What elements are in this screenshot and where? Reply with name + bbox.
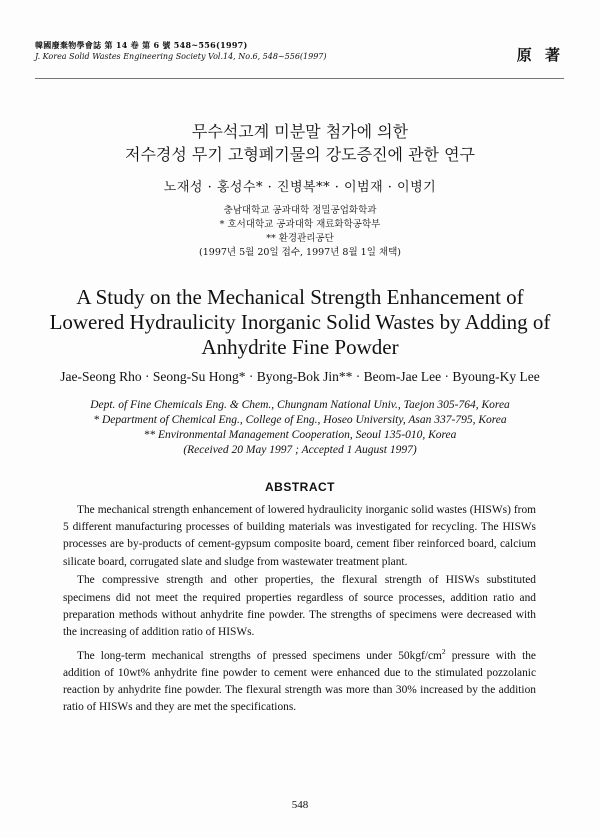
english-affiliations	[0, 398, 600, 458]
journal-citation-korean: 韓國廢棄物學會誌 第 14 卷 第 6 號 548~556(1997)	[35, 40, 248, 50]
abstract-paragraph	[63, 643, 536, 717]
journal-header	[35, 40, 327, 62]
english-title-line: A Study on the Mechanical Strength Enhancement of	[76, 285, 524, 309]
superscript: 2	[441, 646, 446, 656]
journal-citation-english: J. Korea Solid Wastes Engineering Society Vol.14, No.6, 548~556(1997)	[35, 52, 327, 61]
article-type-label: 原 著	[516, 46, 564, 64]
korean-title-line: 무수석고계 미분말 첨가에 의한	[191, 122, 409, 141]
korean-affiliation-line: 충남대학교 공과대학 정밀공업화학과	[223, 205, 377, 216]
page-number: 548	[291, 799, 309, 811]
english-title-line: Anhydrite Fine Powder	[201, 335, 399, 359]
english-authors: Jae-Seong Rho · Seong-Su Hong* · Byong-Bok Jin** · Beom-Jae Lee · Byoung-Ky Lee	[60, 369, 540, 384]
abstract-body	[63, 502, 536, 718]
english-title-line: Lowered Hydraulicity Inorganic Solid Wastes by Adding of	[49, 310, 551, 334]
english-title	[0, 285, 600, 360]
korean-affiliation-line: ** 환경관리공단	[266, 233, 334, 244]
abstract-heading: ABSTRACT	[265, 480, 335, 494]
abstract-text: The long-term mechanical strengths of pressed specimens under 50kgf/cm	[77, 649, 442, 662]
abstract-text: pressure with the addition of 10wt% anhydrite fine powder to cement were enhanced due to the stimulated pozzolanic reaction by anhydrite fine powder. The flexural strength was more than 30% increased by the addition ratio of HISWs and they are met the specifications.	[63, 649, 536, 714]
korean-affiliation-line: * 호서대학교 공과대학 재료화학공학부	[219, 219, 381, 230]
english-received-dates: (Received 20 May 1997 ; Accepted 1 August 1997)	[183, 444, 417, 456]
english-affiliation-line: Dept. of Fine Chemicals Eng. & Chem., Chungnam National Univ., Taejon 305-764, Korea	[90, 399, 510, 411]
english-affiliation-line: * Department of Chemical Eng., College of Eng., Hoseo University, Asan 337-795, Korea	[93, 414, 507, 426]
korean-title	[0, 120, 600, 166]
abstract-paragraph: The compressive strength and other properties, the flexural strength of HISWs substituted specimens did not meet the required properties regardless of source processes, addition ratio and preparation methods without anhydrite fine powder. The strengths of specimens were decreased with the increasing of addition ratio of HISWs.	[63, 574, 536, 638]
english-affiliation-line: ** Environmental Management Cooperation, Seoul 135-010, Korea	[143, 429, 457, 441]
header-divider	[35, 78, 564, 79]
korean-authors: 노재성 · 홍성수* · 진병복** · 이범재 · 이병기	[163, 180, 437, 195]
korean-received-dates: (1997년 5월 20일 접수, 1997년 8월 1일 채택)	[199, 247, 401, 258]
abstract-paragraph: The mechanical strength enhancement of lowered hydraulicity inorganic solid wastes (HISWs) from 5 different manufacturing processes of building materials was investigated for recycling. The HISWs processes are by-products of cement-gypsum composite board, cement fiber reinforced board, calcium silicate board, corrugated slate and sludge from wastewater treatment plant.	[63, 504, 536, 568]
korean-title-line: 저수경성 무기 고형폐기물의 강도증진에 관한 연구	[124, 145, 475, 164]
korean-affiliations	[0, 204, 600, 260]
